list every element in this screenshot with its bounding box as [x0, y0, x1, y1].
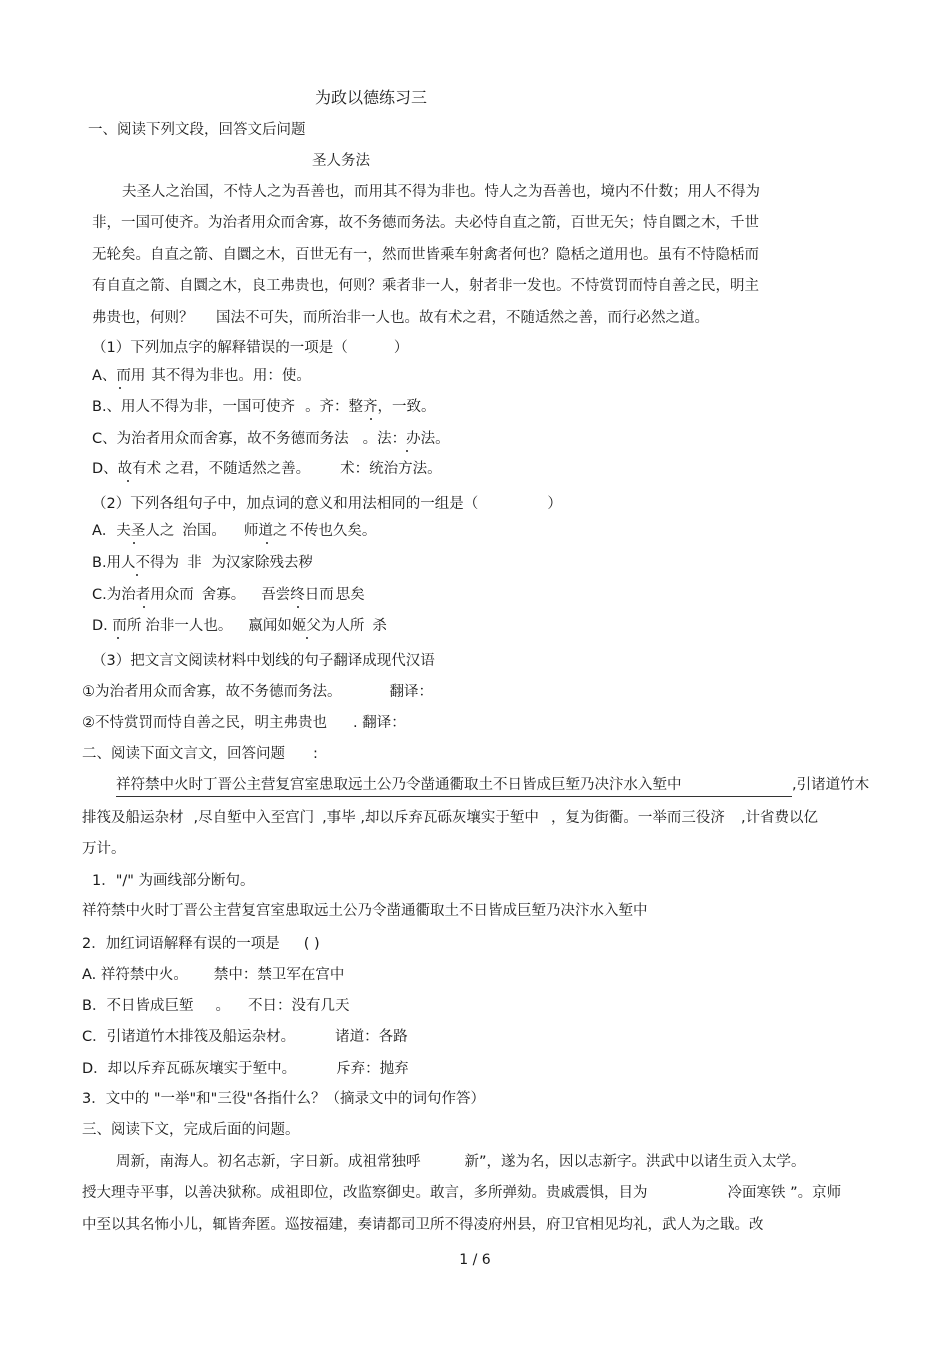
- page-title: 为政以德练习三: [315, 88, 428, 107]
- item-text: ①为治者用众而舍寡，故不务德而务法。: [82, 684, 342, 700]
- underlined-sentence: 祥符禁中火时丁晋公主营复宫室患取远土公乃令凿通衢取土不日皆成巨堑乃决汴水入堑中: [116, 775, 792, 797]
- option-d: [92, 616, 387, 636]
- passage-line: 周新，南海人。初名志新，字日新。成祖常独呼 新”，遂为名，因以志新字。洪武中以诸生贡入太学。: [116, 1154, 806, 1170]
- option-text: 杀: [372, 618, 387, 634]
- passage-line: 祥符禁中火时丁晋公主营复宫室患取远土公乃令凿通衢取土不日皆成巨堑乃决汴水入堑中 ,引诸道竹木: [116, 775, 869, 797]
- option-a: A. 祥符禁中火。 禁中：禁卫军在宫中: [82, 967, 345, 983]
- question-stem: 3．文中的 "一举"和"三役"各指什么？（摘录文中的词句作答）: [82, 1091, 486, 1107]
- passage-line: 弗贵也，何则？: [92, 310, 194, 326]
- option-text: 。法：办法。: [362, 431, 450, 447]
- option-text: D. 而所: [92, 618, 142, 634]
- option-text: 非: [187, 555, 202, 571]
- option-text: 治非一人也。: [145, 618, 233, 634]
- option-text: 嬴闻如姬父为人所: [248, 618, 365, 634]
- item-text: ②不恃赏罚而恃自善之民，明主弗贵也: [82, 715, 327, 731]
- option-text: B.、用人不得为非，一国可使齐: [92, 399, 296, 415]
- option-text: 其不得为非也。用：使。: [151, 368, 311, 384]
- passage-line: 有自直之箭、自圜之木，良工弗贵也，何则？乘者非一人，射者非一发也。不恃赏罚而恃自善之民，明主: [92, 278, 759, 294]
- passage-line: 授大理寺平事，以善决狱称。成祖即位，改监察御史。敢言，多所弹劾。贵戚震惧，目为 冷面寒铁 ”。京师: [82, 1185, 842, 1201]
- option-c: C．引诸道竹木排筏及船运杂材。 诸道：各路: [82, 1029, 408, 1045]
- translation-item: [82, 713, 406, 733]
- option-text: C、为治者用众而舍寡，故不务德而务法: [92, 431, 349, 447]
- option-text: D、故有术: [92, 461, 162, 477]
- passage-line: 无轮矣。自直之箭、自圜之木，百世无有一，然而世皆乘车射禽者何也？隐栝之道用也。虽有不恃隐栝而: [92, 247, 759, 263]
- item-label: 翻译：: [389, 684, 433, 700]
- question-stem: （1）下列加点字的解释错误的一项是（ ）: [92, 340, 409, 356]
- section1-heading: 一、阅读下列文段，回答文后问题: [88, 122, 306, 138]
- passage-line: 万计。: [82, 841, 126, 857]
- passage-line: 国法不可失，而所治非一人也。故有术之君，不随适然之善，而行必然之道。: [216, 310, 709, 326]
- option-d: [92, 459, 442, 479]
- option-c: [92, 429, 450, 449]
- option-text: A、而用: [92, 368, 146, 384]
- passage-line: 排筏及船运杂材 ,尽自堑中入至宫门 ,事毕 ,却以斥弃瓦砾灰壤实于堑中 ，复为街衢。一举而三役济 ,计省费以亿: [82, 810, 819, 826]
- page-number: 1 / 6: [459, 1252, 491, 1268]
- option-b: [92, 553, 313, 573]
- section3-heading: 三、阅读下文，完成后面的问题。: [82, 1122, 300, 1138]
- section2-heading: 二、阅读下面文言文，回答问题 :: [82, 746, 318, 762]
- option-text: 不传也久矣。: [289, 523, 377, 539]
- option-b: [92, 397, 436, 417]
- item-label: . 翻译：: [353, 715, 406, 731]
- option-text: 治国。: [182, 523, 226, 539]
- option-a: [92, 521, 376, 541]
- passage-line: 非，一国可使齐。为治者用众而舍寡，故不务德而务法。夫必恃自直之箭，百世无矢；恃自圜之木，千世: [92, 215, 759, 231]
- option-a: [92, 366, 311, 386]
- option-text: 吾尝终日而: [261, 587, 334, 603]
- option-text: A．夫圣人之: [92, 523, 175, 539]
- option-text: C.为治者用众而: [92, 587, 194, 603]
- question-stem: （3）把文言文阅读材料中划线的句子翻译成现代汉语: [92, 653, 435, 669]
- option-b: B．不日皆成巨堑 。 不日：没有几天: [82, 998, 350, 1014]
- option-text: 舍寡。: [201, 587, 246, 603]
- option-c: [92, 585, 365, 605]
- option-d: D．却以斥弃瓦砾灰壤实于堑中。 斥弃：抛弃: [82, 1061, 409, 1077]
- question-stem: （2）下列各组句子中，加点词的意义和用法相同的一组是（ ）: [92, 496, 562, 512]
- option-text: 。齐：整齐，一致。: [305, 399, 436, 415]
- passage-line: 夫圣人之治国，不恃人之为吾善也，而用其不得为非也。恃人之为吾善也，境内不什数；用人不得为: [122, 184, 760, 200]
- option-text: 之君，不随适然之善。: [165, 461, 311, 477]
- question-stem: 2．加红词语解释有误的一项是 ( ): [82, 936, 320, 952]
- question-text: 祥符禁中火时丁晋公主营复宫室患取远土公乃令凿通衢取土不日皆成巨堑乃决汴水入堑中: [82, 903, 648, 919]
- option-text: B.用人不得为: [92, 555, 180, 571]
- option-text: 师道之: [243, 523, 288, 539]
- translation-item: [82, 682, 433, 702]
- option-text: 术：统治方法。: [340, 461, 442, 477]
- passage-line: 中至以其名怖小儿，辄皆奔匿。巡按福建，奏请都司卫所不得凌府州县，府卫官相见均礼，武人为之戢。改: [82, 1217, 764, 1233]
- question-stem: 1．"/" 为画线部分断句。: [92, 873, 255, 889]
- option-text: 为汉家除残去秽: [211, 555, 314, 571]
- option-text: 思矣: [335, 587, 365, 603]
- passage-title: 圣人务法: [312, 153, 370, 169]
